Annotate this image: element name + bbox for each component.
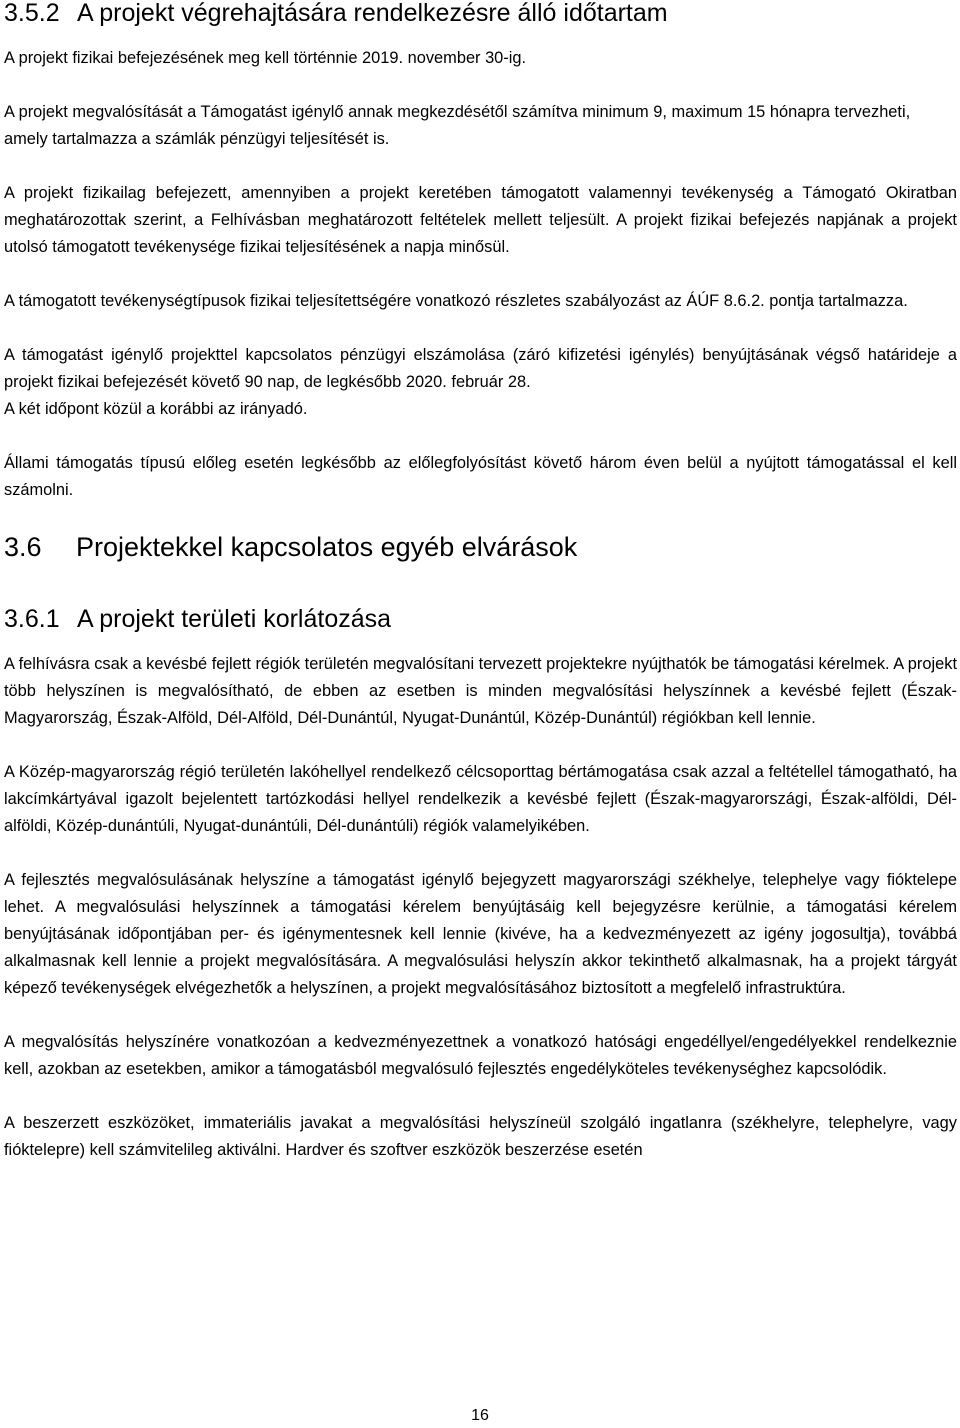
section-heading-3-6-1 [4, 604, 957, 634]
paragraph: Állami támogatás típusú előleg esetén legkésőbb az előlegfolyósítást követő három éven belül a nyújtott támogatással el kell számolni. [4, 454, 957, 499]
paragraph: A megvalósítás helyszínére vonatkozóan a kedvezményezettnek a vonatkozó hatósági engedéllyel/engedélyekkel rendelkeznie kell, azokban az esetekben, amikor a támogatásból megvalósuló fejlesztés engedélyköteles tevékenységhez kapcsolódik. [4, 1033, 957, 1078]
section-title: A projekt végrehajtására rendelkezésre álló időtartam [77, 0, 668, 27]
section-title: A projekt területi korlátozása [77, 605, 392, 633]
page-number: 16 [471, 1407, 489, 1424]
document-page [4, 0, 957, 1164]
section-title: Projektekkel kapcsolatos egyéb elvárások [76, 532, 578, 562]
paragraph: A projekt fizikailag befejezett, amennyiben a projekt keretében támogatott valamennyi tevékenység a Támogató Okiratban meghatározottak szerint, a Felhívásban meghatározott feltételek mellett teljesült. A projekt fizikai befejezés napjának a projekt utolsó támogatott tevékenysége fizikai teljesítésének a napja minősül. [4, 184, 957, 256]
paragraph: A támogatott tevékenységtípusok fizikai teljesítettségére vonatkozó részletes szabályozást az ÁÚF 8.6.2. pontja tartalmazza. [4, 292, 908, 310]
paragraph: A felhívásra csak a kevésbé fejlett régiók területén megvalósítani tervezett projektekre nyújthatók be támogatási kérelmek. A projekt több helyszínen is megvalósítható, de ebben az esetben is minden megvalósítási helyszínnek a kevésbé fejlett (Észak-Magyarország, Észak-Alföld, Dél-Alföld, Dél-Dunántúl, Nyugat-Dunántúl, Közép-Dunántúl) régiókban kell lennie. [4, 655, 957, 727]
paragraph: A projekt megvalósítását a Támogatást igénylő annak megkezdésétől számítva minimum 9, maximum 15 hónapra tervezheti, amely tartalmazza a számlák pénzügyi teljesítését is. [4, 103, 911, 148]
section-number: 3.6 [4, 532, 42, 562]
section-number: 3.6.1 [4, 605, 60, 633]
paragraph: A két időpont közül a korábbi az irányadó. [4, 400, 308, 418]
section-number: 3.5.2 [4, 0, 60, 27]
section-heading-3-5-2 [4, 0, 957, 28]
paragraph: A beszerzett eszközöket, immateriális javakat a megvalósítási helyszíneül szolgáló ingatlanra (székhelyre, telephelyre, vagy fióktelepre) kell számvitelileg aktiválni. Hardver és szoftver eszközök beszerzése esetén [4, 1114, 957, 1159]
section-heading-3-6 [4, 531, 957, 563]
paragraph: A projekt fizikai befejezésének meg kell történnie 2019. november 30-ig. [4, 49, 527, 67]
paragraph: A fejlesztés megvalósulásának helyszíne a támogatást igénylő bejegyzett magyarországi székhelye, telephelye vagy fióktelepe lehet. A megvalósulási helyszínnek a támogatási kérelem benyújtásáig kell bejegyzésre kerülnie, a támogatási kérelem benyújtásának időpontjában per- és igénymentesnek kell lennie (kivéve, ha a kedvezményezett az igény jogosultja), továbbá alkalmasnak kell lennie a projekt megvalósítására. A megvalósulási helyszín akkor tekinthető alkalmasnak, ha a projekt tárgyát képező tevékenységek elvégezhetők a helyszínen, a projekt megvalósításához biztosított a megfelelő infrastruktúra. [4, 871, 957, 997]
paragraph: A Közép-magyarország régió területén lakóhellyel rendelkező célcsoporttag bértámogatása csak azzal a feltétellel támogatható, ha lakcímkártyával igazolt bejelentett tartózkodási hellyel rendelkezik a kevésbé fejlett (Észak-magyarországi, Észak-alföldi, Dél-alföldi, Közép-dunántúli, Nyugat-dunántúli, Dél-dunántúli) régiók valamelyikében. [4, 763, 957, 835]
paragraph: A támogatást igénylő projekttel kapcsolatos pénzügyi elszámolása (záró kifizetési igénylés) benyújtásának végső határideje a projekt fizikai befejezését követő 90 nap, de legkésőbb 2020. február 28. [4, 346, 957, 391]
